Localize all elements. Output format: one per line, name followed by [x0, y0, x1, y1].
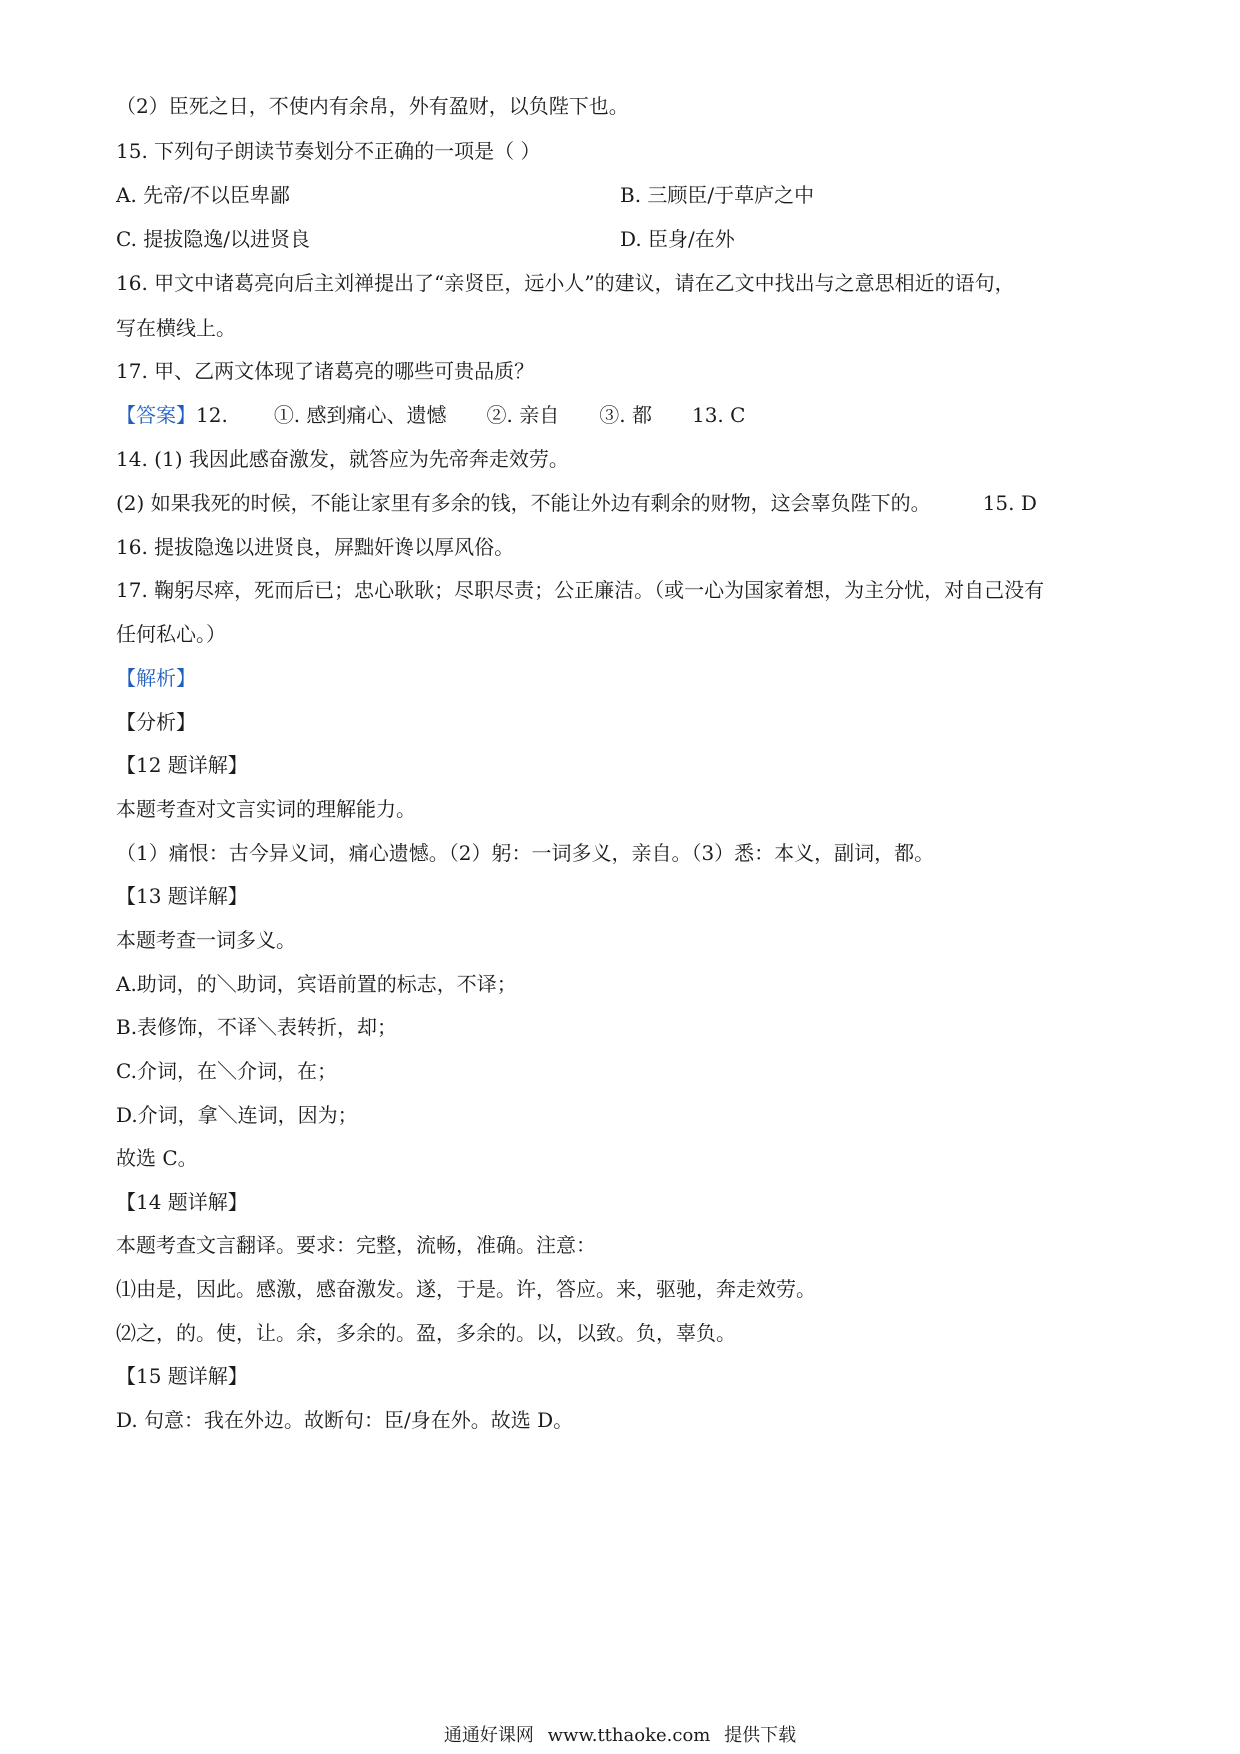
question-16-line-1: 16. 甲文中诸葛亮向后主刘禅提出了“亲贤臣，远小人”的建议，请在乙文中找出与之意思相近的语句， — [116, 271, 1015, 295]
answer-14-part-1: 14. (1) 我因此感奋激发，就答应为先帝奔走效劳。 — [116, 447, 569, 471]
detail-13-option-d: D.介词，拿＼连词，因为； — [116, 1103, 358, 1127]
analysis-heading: 【解析】 — [116, 666, 196, 690]
question-15-option-c: C. 提拔隐逸/以进贤良 — [116, 227, 311, 251]
detail-13-selection: 故选 C。 — [116, 1146, 198, 1170]
detail-13-line-1: 本题考查一词多义。 — [116, 928, 296, 952]
answer-16: 16. 提拔隐逸以进贤良，屏黜奸谗以厚风俗。 — [116, 535, 515, 559]
detail-14-title: 【14 题详解】 — [116, 1190, 248, 1214]
question-15-option-b: B. 三顾臣/于草庐之中 — [620, 183, 815, 207]
analysis-subheading: 【分析】 — [116, 710, 196, 734]
detail-12-line-1: 本题考查对文言实词的理解能力。 — [116, 797, 416, 821]
answer-13: 13. C — [691, 403, 746, 427]
detail-15-title: 【15 题详解】 — [116, 1364, 248, 1388]
question-15-option-d: D. 臣身/在外 — [620, 227, 735, 251]
question-15-option-a: A. 先帝/不以臣卑鄙 — [116, 183, 290, 207]
footer-site-name: 通通好课网 — [443, 1725, 534, 1746]
question-14-part-2: （2）臣死之日，不使内有余帛，外有盈财，以负陛下也。 — [116, 94, 629, 118]
detail-15-line-1: D. 句意：我在外边。故断句：臣/身在外。故选 D。 — [116, 1408, 574, 1432]
answer-17-line-1: 17. 鞠躬尽瘁，死而后已；忠心耿耿；尽职尽责；公正廉洁。（或一心为国家着想，为主分忧，对自己没有 — [116, 578, 1045, 602]
detail-12-title: 【12 题详解】 — [116, 753, 248, 777]
answer-line — [116, 401, 1140, 429]
answer-12-number: 12. — [196, 403, 228, 427]
question-15-stem: 15. 下列句子朗读节奏划分不正确的一项是（ ） — [116, 139, 541, 163]
detail-13-option-c: C.介词，在＼介词，在； — [116, 1059, 337, 1083]
footer-url[interactable]: www.tthaoke.com — [547, 1725, 711, 1746]
detail-14-line-3: ⑵之，的。使，让。余，多余的。盈，多余的。以，以致。负，辜负。 — [116, 1321, 736, 1345]
page-footer — [0, 1724, 1240, 1748]
detail-14-line-1: 本题考查文言翻译。要求：完整，流畅，准确。注意： — [116, 1233, 596, 1257]
detail-14-line-2: ⑴由是，因此。感激，感奋激发。遂，于是。许，答应。来，驱驰，奔走效劳。 — [116, 1277, 816, 1301]
question-16-line-2: 写在横线上。 — [116, 316, 236, 340]
answer-12-item-3: ③. 都 — [599, 403, 652, 427]
answer-14-part-2-line — [116, 489, 1140, 517]
answer-12-item-1: ①. 感到痛心、遗憾 — [273, 403, 447, 427]
detail-13-option-b: B.表修饰，不译＼表转折，却； — [116, 1015, 398, 1039]
answer-15: 15. D — [982, 491, 1037, 515]
detail-12-line-2: （1）痛恨：古今异义词，痛心遗憾。（2）躬：一词多义，亲自。（3）悉：本义，副词，都。 — [116, 841, 935, 865]
detail-13-option-a: A.助词，的＼助词，宾语前置的标志，不译； — [116, 972, 517, 996]
answer-12-item-2: ②. 亲自 — [486, 403, 560, 427]
answer-14-part-2: (2) 如果我死的时候，不能让家里有多余的钱，不能让外边有剩余的财物，这会辜负陛下的。 — [116, 491, 931, 515]
detail-13-title: 【13 题详解】 — [116, 884, 248, 908]
answer-17-line-2: 任何私心。） — [116, 622, 226, 646]
footer-suffix: 提供下载 — [724, 1725, 797, 1746]
answer-tag: 【答案】 — [116, 403, 196, 427]
question-17: 17. 甲、乙两文体现了诸葛亮的哪些可贵品质？ — [116, 359, 535, 383]
